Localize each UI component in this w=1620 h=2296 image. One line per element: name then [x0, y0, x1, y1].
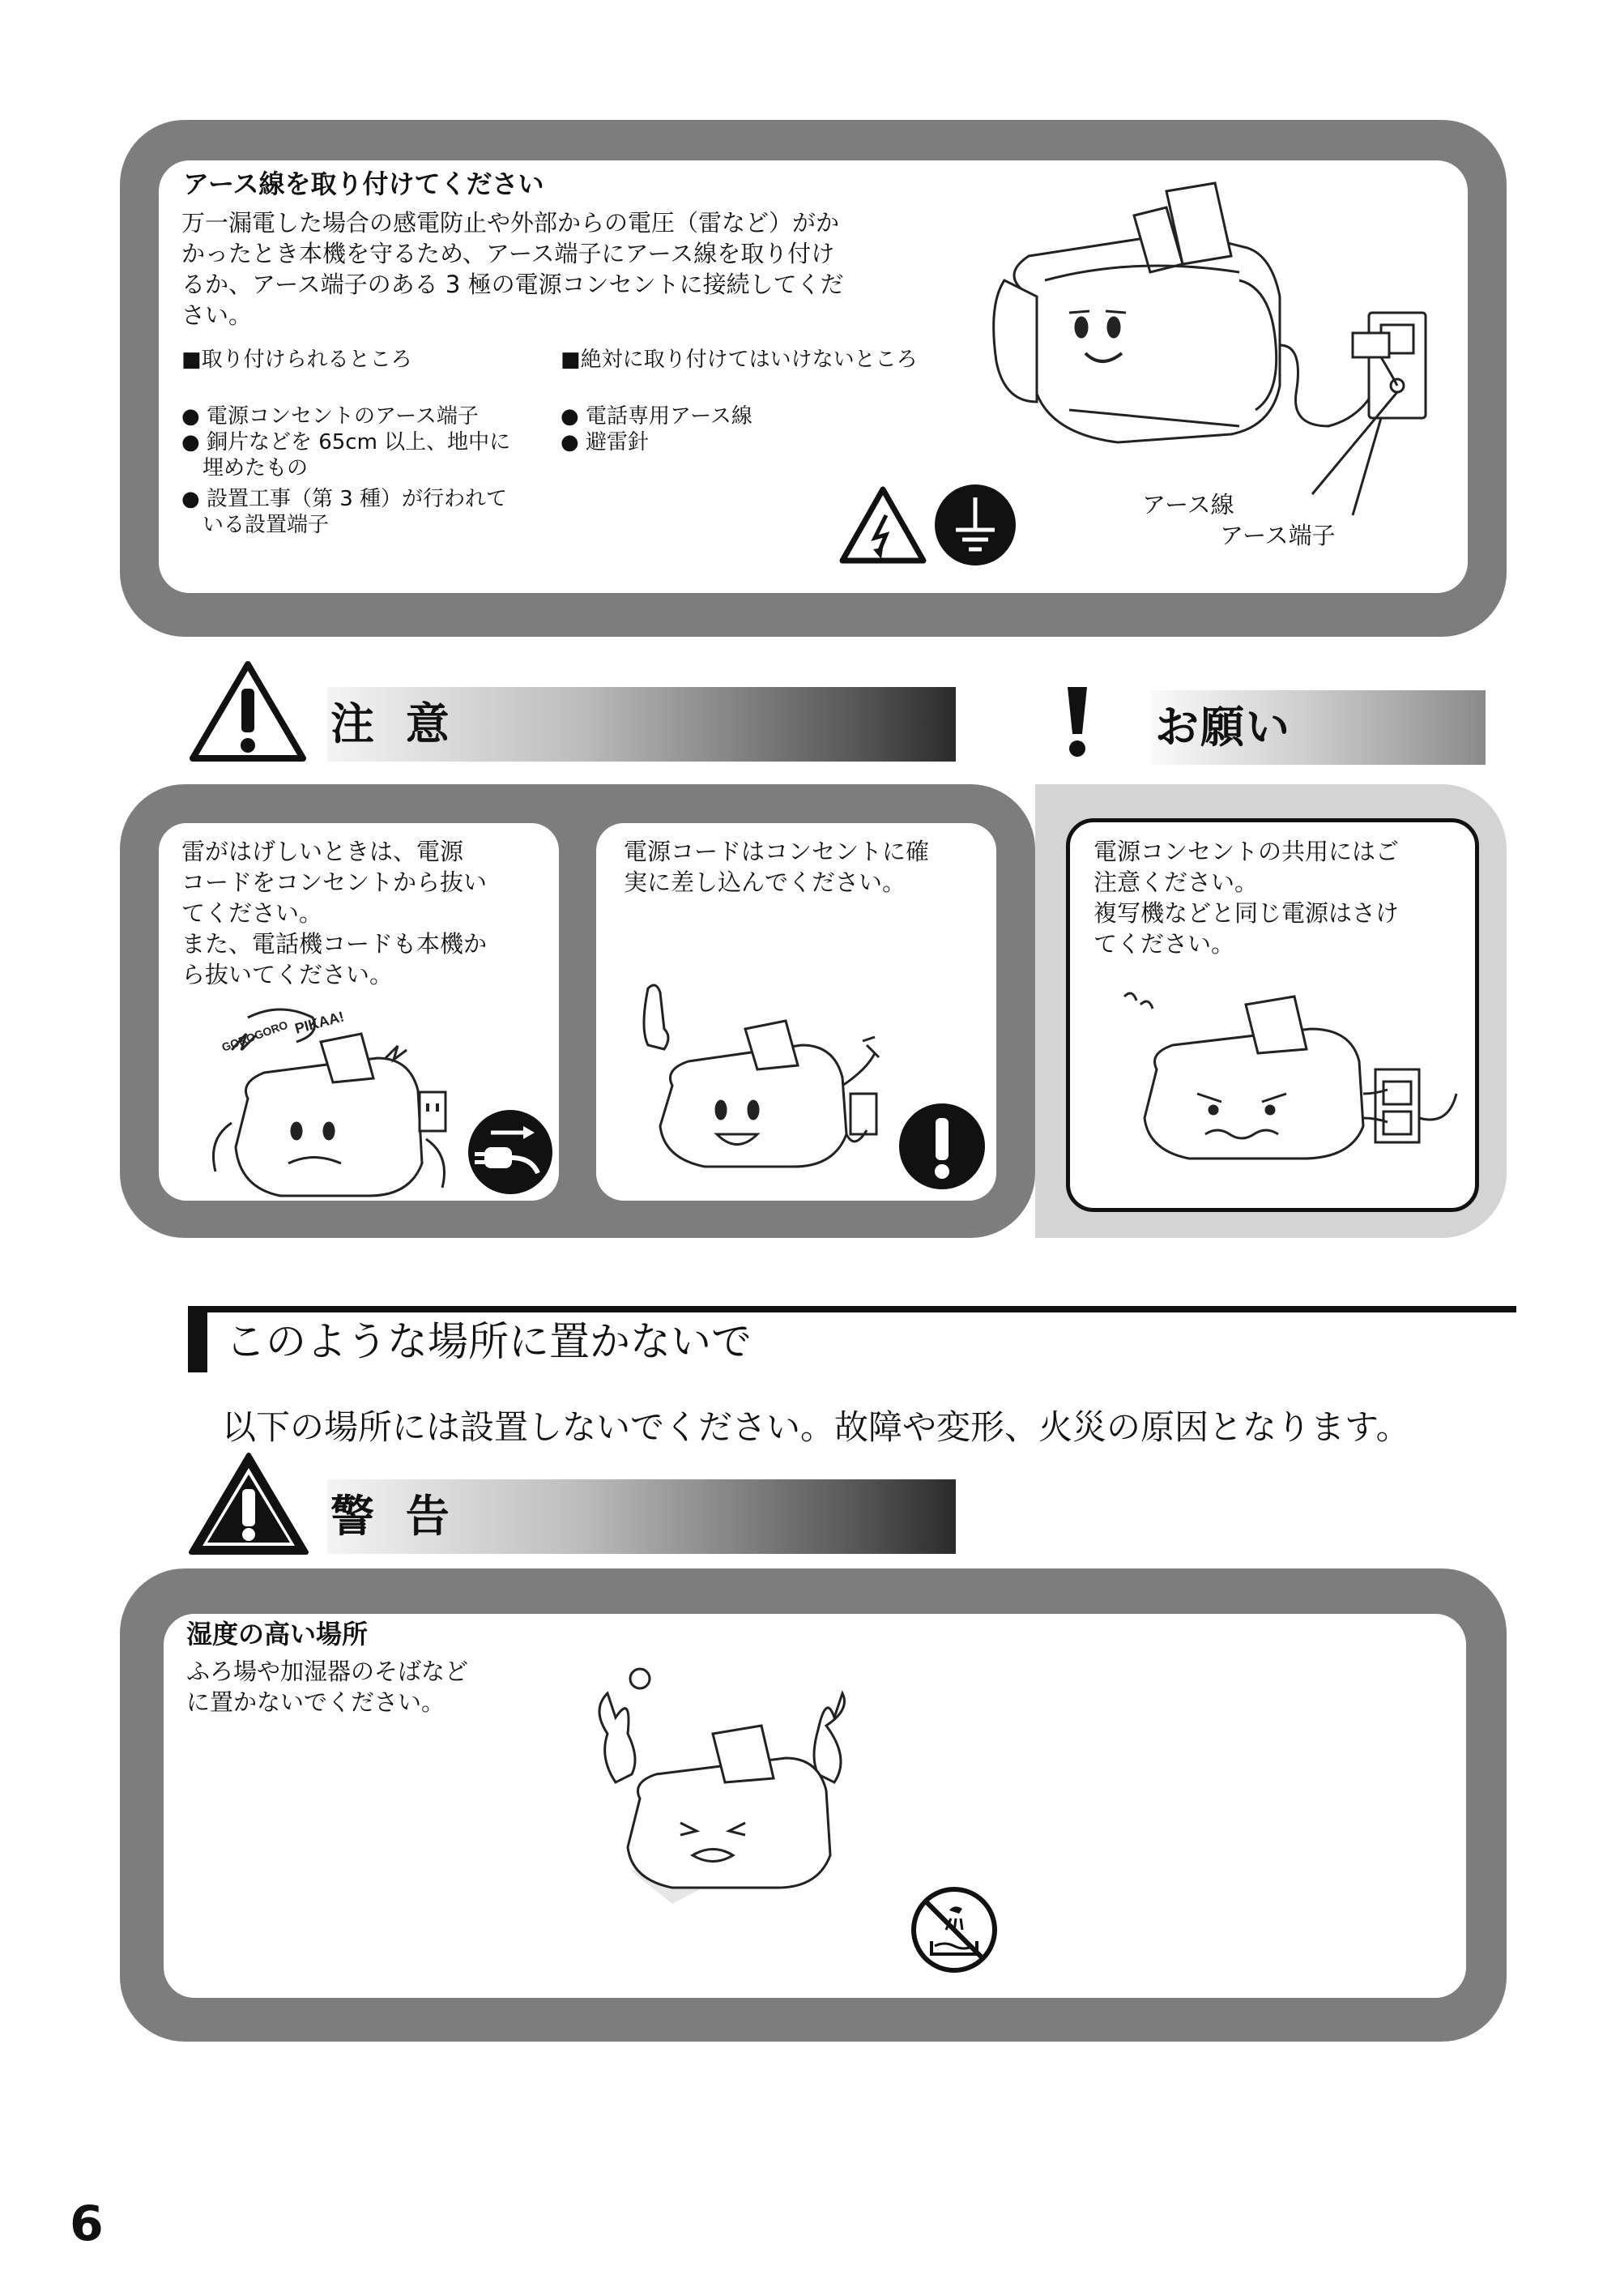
- ground-connection-icon: [933, 483, 1017, 567]
- request-line-3: 複写機などと同じ電源はさけ: [1094, 899, 1400, 927]
- humidity-title: 湿度の高い場所: [186, 1619, 369, 1649]
- ng-heading: ■絶対に取り付けてはいけないところ: [561, 348, 918, 372]
- humidity-line-2: に置かないでください。: [186, 1688, 446, 1716]
- ok-heading: ■取り付けられるところ: [181, 348, 412, 372]
- mandatory-action-icon: [897, 1102, 987, 1191]
- caution-1-line-5: ら抜いてください。: [181, 961, 394, 988]
- ok-item-1: ● 電源コンセントのアース端子: [181, 404, 479, 429]
- earth-box-line-3: るか、アース端子のある 3 極の電源コンセントに接続してくだ: [181, 271, 844, 298]
- section-title-rule: [188, 1306, 1516, 1312]
- panicking-fax-illustration: [583, 1661, 875, 1920]
- earth-box-line-2: かったとき本機を守るため、アース端子にアース線を取り付け: [181, 240, 835, 267]
- caution-triangle-icon: [188, 658, 308, 763]
- exclamation-icon: [1061, 685, 1094, 758]
- caution-1-line-4: また、電話機コードも本機か: [181, 930, 488, 958]
- ok-item-2: ● 銅片などを 65cm 以上、地中に: [181, 430, 511, 455]
- section-intro: 以下の場所には設置しないでください。故障や変形、火災の原因となります。: [222, 1407, 1410, 1447]
- page-number: 6: [70, 2196, 104, 2252]
- caution-banner-label: 注 意: [330, 698, 458, 749]
- ng-item-1: ● 電話専用アース線: [561, 404, 752, 429]
- caution-1-line-3: てください。: [181, 899, 323, 927]
- warning-triangle-icon: [188, 1450, 309, 1557]
- ok-item-5: いる設置端子: [181, 513, 330, 537]
- ok-item-4: ● 設置工事（第 3 種）が行われて: [181, 487, 508, 511]
- ok-item-3: 埋めたもの: [181, 456, 309, 480]
- caution-2-line-2: 実に差し込んでください。: [624, 868, 906, 896]
- caution-2-line-1: 電源コードはコンセントに確: [624, 838, 930, 865]
- label-earth-terminal: アース端子: [1220, 522, 1336, 549]
- section-title-bar: [188, 1306, 207, 1372]
- earth-box-line-4: さい。: [181, 301, 253, 329]
- request-banner-label: お願い: [1155, 702, 1291, 753]
- worried-fax-illustration: [1108, 972, 1464, 1167]
- wall-outlet-icon: [418, 1090, 447, 1133]
- request-line-2: 注意ください。: [1094, 868, 1259, 896]
- humidity-line-1: ふろ場や加湿器のそばなど: [186, 1658, 469, 1685]
- thunder-sound-2: PIKAA!: [292, 1008, 346, 1037]
- happy-fax-illustration: [624, 980, 883, 1175]
- earth-box-line-1: 万一漏電した場合の感電防止や外部からの電圧（雷など）がか: [181, 209, 840, 237]
- electric-shock-warning-icon: [838, 484, 928, 565]
- caution-1-line-2: コードをコンセントから抜い: [181, 868, 488, 896]
- ng-item-2: ● 避雷針: [561, 430, 649, 455]
- no-water-icon: [909, 1884, 1000, 1975]
- section-title: このような場所に置かないで: [225, 1318, 752, 1365]
- fax-machine-earth-illustration: [972, 183, 1450, 475]
- unplug-icon: [467, 1108, 554, 1196]
- request-line-4: てください。: [1094, 930, 1235, 958]
- caution-1-line-1: 雷がはげしいときは、電源: [181, 838, 464, 865]
- label-earth-wire: アース線: [1142, 491, 1234, 519]
- request-line-1: 電源コンセントの共用にはご: [1094, 838, 1400, 865]
- thunder-sound-1: GOROGORO: [220, 1018, 290, 1054]
- earth-box-title: アース線を取り付けてください: [183, 169, 544, 199]
- warning-banner-label: 警 告: [330, 1491, 458, 1542]
